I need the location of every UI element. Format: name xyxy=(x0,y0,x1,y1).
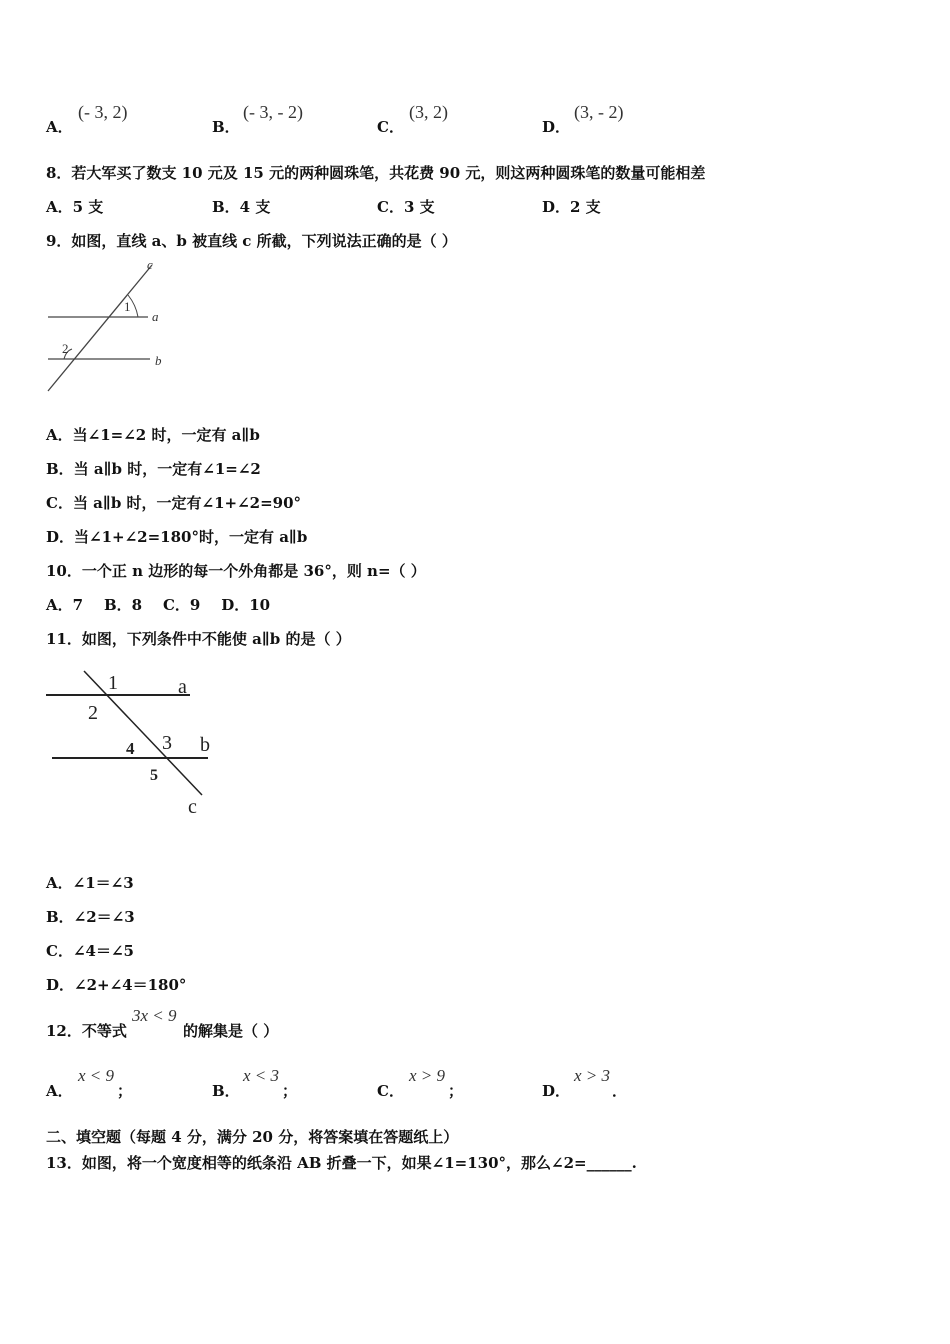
q9-label-2: 2 xyxy=(62,341,69,356)
q11-figure xyxy=(40,665,230,825)
q12-option-c-value: x > 9 xyxy=(409,1066,446,1085)
q11-option-a: A．∠1＝∠3 xyxy=(46,874,134,892)
q12-option-d: D． xyxy=(542,1082,571,1100)
q9-stem: 9．如图，直线 a、b 被直线 c 所截，下列说法正确的是（ ） xyxy=(46,232,457,250)
q12-option-d-value: x > 3 xyxy=(574,1066,611,1085)
q7-option-a: A． xyxy=(46,118,73,136)
q10-stem: 10．一个正 n 边形的每一个外角都是 36°，则 n=（ ） xyxy=(46,562,426,580)
section2-heading: 二、填空题（每题 4 分，满分 20 分，将答案填在答题纸上） xyxy=(46,1128,459,1146)
q11-label-b: b xyxy=(200,734,210,756)
q10-options: A．7 B．8 C．9 D．10 xyxy=(46,596,271,614)
q13-stem: 13．如图，将一个宽度相等的纸条沿 AB 折叠一下，如果∠1=130°，那么∠2=______. xyxy=(46,1154,637,1172)
q9-line-c xyxy=(48,265,152,391)
q11-option-d: D．∠2+∠4＝180° xyxy=(46,976,187,994)
q9-label-b: b xyxy=(155,353,162,368)
q9-option-b: B．当 a∥b 时，一定有∠1=∠2 xyxy=(46,460,261,478)
q8-stem: 8．若大军买了数支 10 元及 15 元的两种圆珠笔，共花费 90 元，则这两种圆珠笔的数量可能相差 xyxy=(46,164,706,182)
q11-label-1: 1 xyxy=(108,672,118,694)
q8-option-b: B．4 支 xyxy=(212,198,271,216)
q11-label-a: a xyxy=(178,676,187,698)
q9-option-d: D．当∠1+∠2=180°时，一定有 a∥b xyxy=(46,528,308,546)
q8-option-d: D．2 支 xyxy=(542,198,601,216)
q7-option-a-value: (- 3, 2) xyxy=(78,102,128,122)
q7-option-d: D． xyxy=(542,118,571,136)
q12-option-c: C． xyxy=(377,1082,404,1100)
q11-label-4: 4 xyxy=(126,739,135,758)
q11-option-b: B．∠2＝∠3 xyxy=(46,908,135,926)
q8-option-a: A．5 支 xyxy=(46,198,104,216)
q12-option-b: B． xyxy=(212,1082,240,1100)
q7-option-c-value: (3, 2) xyxy=(409,102,448,122)
q12-prefix: 12．不等式 xyxy=(46,1022,127,1040)
q11-label-3: 3 xyxy=(162,732,172,754)
q7-option-b: B． xyxy=(212,118,240,136)
q12-option-a: A． xyxy=(46,1082,73,1100)
q11-option-c: C．∠4＝∠5 xyxy=(46,942,134,960)
q9-label-1: 1 xyxy=(124,299,131,314)
q12-option-a-end: ； xyxy=(117,1082,133,1100)
q12-option-d-end: ． xyxy=(612,1082,628,1100)
q8-option-c: C．3 支 xyxy=(377,198,435,216)
q12-option-c-end: ； xyxy=(448,1082,464,1100)
q7-option-d-value: (3, - 2) xyxy=(574,102,624,122)
q12-suffix: 的解集是（ ） xyxy=(183,1022,279,1040)
q9-label-a: a xyxy=(152,309,159,324)
q9-option-c: C．当 a∥b 时，一定有∠1+∠2=90° xyxy=(46,494,302,512)
q7-option-b-value: (- 3, - 2) xyxy=(243,102,303,122)
q12-option-b-end: ； xyxy=(282,1082,298,1100)
q9-option-a: A．当∠1=∠2 时，一定有 a∥b xyxy=(46,426,260,444)
q12-option-b-value: x < 3 xyxy=(243,1066,280,1085)
q12-option-a-value: x < 9 xyxy=(78,1066,115,1085)
q9-label-c: c xyxy=(147,257,153,272)
q11-label-2: 2 xyxy=(88,702,98,724)
q11-label-5: 5 xyxy=(150,767,158,784)
q7-option-c: C． xyxy=(377,118,404,136)
q9-figure xyxy=(40,255,180,395)
q11-label-c: c xyxy=(188,796,197,818)
q11-stem: 11．如图，下列条件中不能使 a∥b 的是（ ） xyxy=(46,630,351,648)
q12-inequality: 3x < 9 xyxy=(132,1006,177,1025)
